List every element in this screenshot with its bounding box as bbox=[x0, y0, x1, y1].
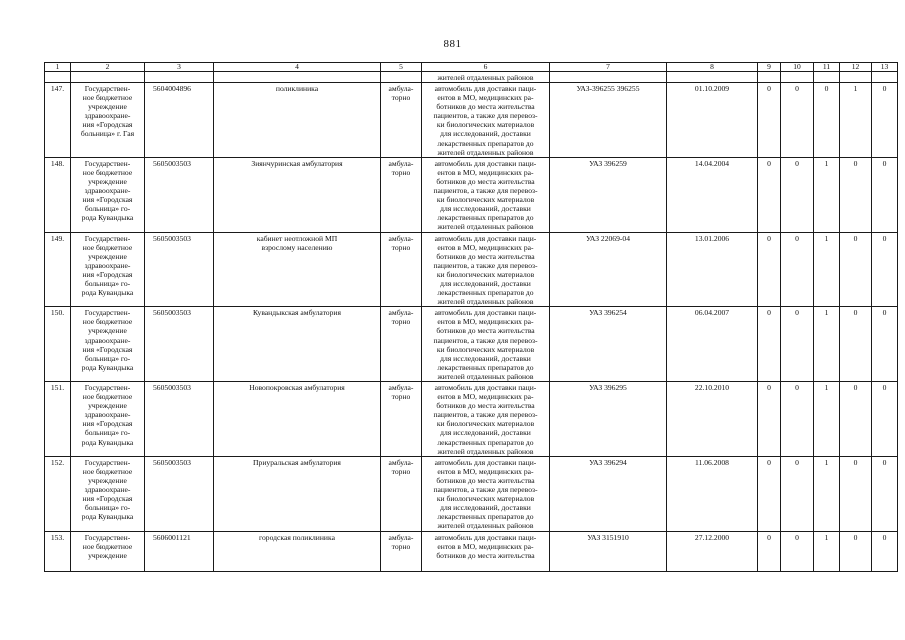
vehicle-model: УАЗ 22069-04 bbox=[550, 232, 667, 307]
vehicle-purpose: автомобиль для доставки паци- ентов в МО, медицинских ра- ботников до места жительства пациентов, а также для перевоз- ки биологических материалов для исследований, доставки лекарственных препаратов до жителей отдаленных районов bbox=[422, 157, 550, 232]
institution-name: Государствен- ное бюджетное учреждение здравоохране- ния «Городская больница» го- рода Кувандыка bbox=[71, 157, 145, 232]
count-col-10: 0 bbox=[781, 307, 814, 382]
institution-name: Государствен- ное бюджетное учреждение здравоохране- ния «Городская больница» го- рода Кувандыка bbox=[71, 382, 145, 457]
count-col-10: 0 bbox=[781, 232, 814, 307]
count-col-11: 1 bbox=[814, 531, 840, 571]
count-col-9: 0 bbox=[758, 382, 781, 457]
department-name: городская поликлиника bbox=[214, 531, 381, 571]
department-name: Приуральская амбулатория bbox=[214, 456, 381, 531]
count-col-9: 0 bbox=[758, 157, 781, 232]
count-col-12: 0 bbox=[840, 307, 872, 382]
count-col-10: 0 bbox=[781, 382, 814, 457]
vehicle-model: УАЗ 396295 bbox=[550, 382, 667, 457]
table-row bbox=[45, 531, 898, 571]
care-type: амбула- торно bbox=[381, 157, 422, 232]
column-number: 6 bbox=[422, 63, 550, 72]
page-number: 881 bbox=[443, 38, 462, 50]
institution-name: Государствен- ное бюджетное учреждение здравоохране- ния «Городская больница» г. Гая bbox=[71, 83, 145, 158]
count-col-10: 0 bbox=[781, 83, 814, 158]
row-number: 150. bbox=[45, 307, 71, 382]
row-number: 149. bbox=[45, 232, 71, 307]
column-number: 11 bbox=[814, 63, 840, 72]
count-col-9: 0 bbox=[758, 83, 781, 158]
count-col-11: 1 bbox=[814, 382, 840, 457]
acquisition-date: 11.06.2008 bbox=[667, 456, 758, 531]
acquisition-date: 01.10.2009 bbox=[667, 83, 758, 158]
care-type: амбула- торно bbox=[381, 531, 422, 571]
acquisition-date: 22.10.2010 bbox=[667, 382, 758, 457]
acquisition-date: 27.12.2000 bbox=[667, 531, 758, 571]
count-col-12: 0 bbox=[840, 232, 872, 307]
count-col-10: 0 bbox=[781, 456, 814, 531]
count-col-9: 0 bbox=[758, 531, 781, 571]
department-name: поликлиника bbox=[214, 83, 381, 158]
vehicle-registry-table bbox=[44, 62, 898, 572]
care-type: амбула- торно bbox=[381, 382, 422, 457]
vehicle-model: УАЗ 396254 bbox=[550, 307, 667, 382]
institution-name: Государствен- ное бюджетное учреждение bbox=[71, 531, 145, 571]
column-number: 8 bbox=[667, 63, 758, 72]
column-number: 1 bbox=[45, 63, 71, 72]
vehicle-model: УАЗ 3151910 bbox=[550, 531, 667, 571]
column-number: 4 bbox=[214, 63, 381, 72]
inn-code: 5605003503 bbox=[145, 157, 214, 232]
vehicle-model: УАЗ 396259 bbox=[550, 157, 667, 232]
row-number: 147. bbox=[45, 83, 71, 158]
table-row bbox=[45, 456, 898, 531]
column-number: 2 bbox=[71, 63, 145, 72]
care-type: амбула- торно bbox=[381, 232, 422, 307]
vehicle-purpose: автомобиль для доставки паци- ентов в МО, медицинских ра- ботников до места жительства пациентов, а также для перевоз- ки биологических материалов для исследований, доставки лекарственных препаратов до жителей отдаленных районов bbox=[422, 382, 550, 457]
count-col-11: 1 bbox=[814, 157, 840, 232]
row-number: 148. bbox=[45, 157, 71, 232]
inn-code: 5605003503 bbox=[145, 456, 214, 531]
count-col-11: 0 bbox=[814, 83, 840, 158]
count-col-13: 0 bbox=[872, 83, 898, 158]
acquisition-date: 13.01.2006 bbox=[667, 232, 758, 307]
column-number: 7 bbox=[550, 63, 667, 72]
department-name: кабинет неотложной МП взрослому населению bbox=[214, 232, 381, 307]
continuation-row bbox=[45, 72, 898, 83]
department-name: Кувандыкская амбулатория bbox=[214, 307, 381, 382]
table-row bbox=[45, 307, 898, 382]
count-col-12: 0 bbox=[840, 531, 872, 571]
vehicle-model: УАЗ 396294 bbox=[550, 456, 667, 531]
table-row bbox=[45, 157, 898, 232]
count-col-9: 0 bbox=[758, 232, 781, 307]
count-col-11: 1 bbox=[814, 456, 840, 531]
column-number: 3 bbox=[145, 63, 214, 72]
column-number: 13 bbox=[872, 63, 898, 72]
care-type: амбула- торно bbox=[381, 83, 422, 158]
inn-code: 5604004896 bbox=[145, 83, 214, 158]
column-number: 10 bbox=[781, 63, 814, 72]
inn-code: 5605003503 bbox=[145, 307, 214, 382]
department-name: Новопокровская амбулатория bbox=[214, 382, 381, 457]
count-col-10: 0 bbox=[781, 531, 814, 571]
count-col-13: 0 bbox=[872, 456, 898, 531]
count-col-12: 0 bbox=[840, 382, 872, 457]
count-col-11: 1 bbox=[814, 307, 840, 382]
table-row bbox=[45, 382, 898, 457]
column-number: 5 bbox=[381, 63, 422, 72]
department-name: Зиянчуринская амбулатория bbox=[214, 157, 381, 232]
vehicle-purpose: автомобиль для доставки паци- ентов в МО, медицинских ра- ботников до места жительства bbox=[422, 531, 550, 571]
count-col-13: 0 bbox=[872, 531, 898, 571]
institution-name: Государствен- ное бюджетное учреждение здравоохране- ния «Городская больница» го- рода Кувандыка bbox=[71, 307, 145, 382]
row-number: 151. bbox=[45, 382, 71, 457]
count-col-12: 1 bbox=[840, 83, 872, 158]
row-number: 153. bbox=[45, 531, 71, 571]
count-col-13: 0 bbox=[872, 157, 898, 232]
vehicle-model: УАЗ-396255 396255 bbox=[550, 83, 667, 158]
table-row bbox=[45, 83, 898, 158]
inn-code: 5605003503 bbox=[145, 382, 214, 457]
inn-code: 5606001121 bbox=[145, 531, 214, 571]
count-col-9: 0 bbox=[758, 456, 781, 531]
count-col-13: 0 bbox=[872, 307, 898, 382]
vehicle-purpose: автомобиль для доставки паци- ентов в МО, медицинских ра- ботников до места жительства пациентов, а также для перевоз- ки биологических материалов для исследований, доставки лекарственных препаратов до жителей отдаленных районов bbox=[422, 307, 550, 382]
count-col-12: 0 bbox=[840, 456, 872, 531]
vehicle-purpose: автомобиль для доставки паци- ентов в МО, медицинских ра- ботников до места жительства пациентов, а также для перевоз- ки биологических материалов для исследований, доставки лекарственных препаратов до жителей отдаленных районов bbox=[422, 232, 550, 307]
acquisition-date: 14.04.2004 bbox=[667, 157, 758, 232]
row-number: 152. bbox=[45, 456, 71, 531]
acquisition-date: 06.04.2007 bbox=[667, 307, 758, 382]
continuation-purpose: жителей отдаленных районов bbox=[422, 72, 550, 83]
column-number: 9 bbox=[758, 63, 781, 72]
care-type: амбула- торно bbox=[381, 307, 422, 382]
count-col-11: 1 bbox=[814, 232, 840, 307]
vehicle-purpose: автомобиль для доставки паци- ентов в МО, медицинских ра- ботников до места жительства пациентов, а также для перевоз- ки биологических материалов для исследований, доставки лекарственных препаратов до жителей отдаленных районов bbox=[422, 456, 550, 531]
count-col-13: 0 bbox=[872, 382, 898, 457]
institution-name: Государствен- ное бюджетное учреждение здравоохране- ния «Городская больница» го- рода Кувандыка bbox=[71, 232, 145, 307]
institution-name: Государствен- ное бюджетное учреждение здравоохране- ния «Городская больница» го- рода Кувандыка bbox=[71, 456, 145, 531]
count-col-12: 0 bbox=[840, 157, 872, 232]
count-col-10: 0 bbox=[781, 157, 814, 232]
count-col-13: 0 bbox=[872, 232, 898, 307]
column-number-row bbox=[45, 63, 898, 72]
care-type: амбула- торно bbox=[381, 456, 422, 531]
column-number: 12 bbox=[840, 63, 872, 72]
vehicle-purpose: автомобиль для доставки паци- ентов в МО, медицинских ра- ботников до места жительства пациентов, а также для перевоз- ки биологических материалов для исследований, доставки лекарственных препаратов до жителей отдаленных районов bbox=[422, 83, 550, 158]
count-col-9: 0 bbox=[758, 307, 781, 382]
inn-code: 5605003503 bbox=[145, 232, 214, 307]
table-row bbox=[45, 232, 898, 307]
